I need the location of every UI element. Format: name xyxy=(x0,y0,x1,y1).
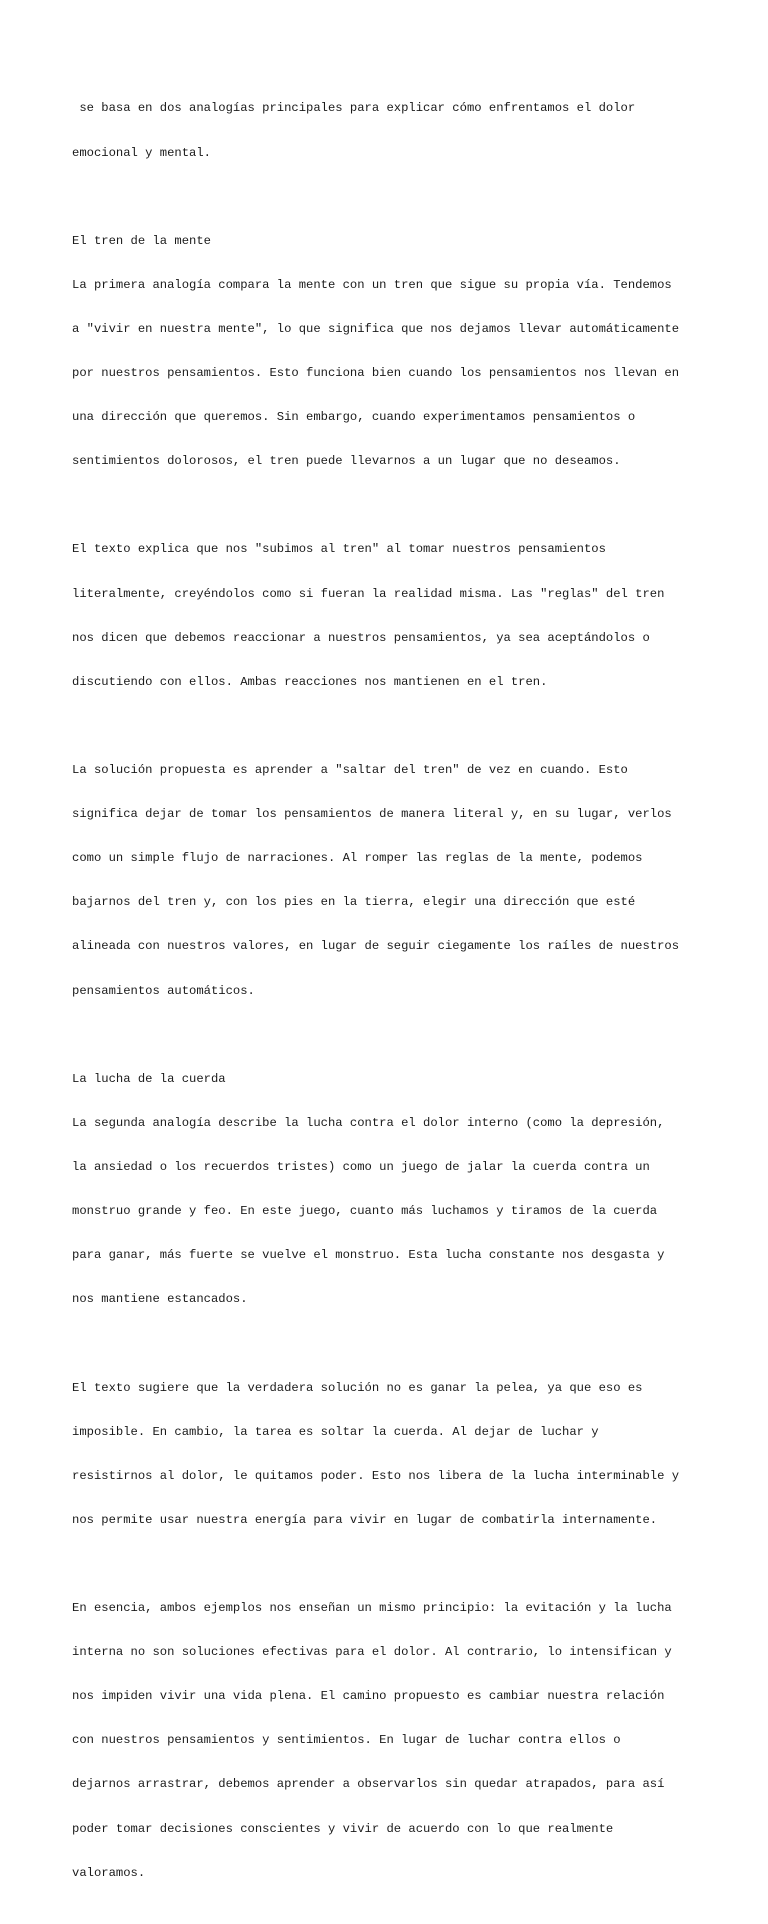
text-line: bajarnos del tren y, con los pies en la tierra, elegir una dirección que esté xyxy=(72,895,636,910)
text-line: para ganar, más fuerte se vuelve el monstruo. Esta lucha constante nos desgasta y xyxy=(72,1248,665,1263)
document-body xyxy=(72,72,712,1924)
text-line: En esencia, ambos ejemplos nos enseñan un mismo principio: la evitación y la lucha xyxy=(72,1601,672,1616)
text-line: como un simple flujo de narraciones. Al romper las reglas de la mente, podemos xyxy=(72,851,643,866)
text-line: emocional y mental. xyxy=(72,145,211,160)
text-line: El texto sugiere que la verdadera solución no es ganar la pelea, ya que eso es xyxy=(72,1380,643,1395)
text-line: La primera analogía compara la mente con un tren que sigue su propia vía. Tendemos xyxy=(72,277,672,292)
text-line: imposible. En cambio, la tarea es soltar la cuerda. Al dejar de luchar y xyxy=(72,1424,599,1439)
text-line: nos impiden vivir una vida plena. El camino propuesto es cambiar nuestra relación xyxy=(72,1689,665,1704)
text-line: poder tomar decisiones conscientes y vivir de acuerdo con lo que realmente xyxy=(72,1821,614,1836)
text-line: a "vivir en nuestra mente", lo que significa que nos dejamos llevar automáticamente xyxy=(72,321,680,336)
text-line: dejarnos arrastrar, debemos aprender a observarlos sin quedar atrapados, para así xyxy=(72,1777,665,1792)
text-line: El texto explica que nos "subimos al tren" al tomar nuestros pensamientos xyxy=(72,542,606,557)
conclusion-paragraph xyxy=(72,1572,712,1910)
tren-paragraph-3 xyxy=(72,734,712,1028)
text-line: significa dejar de tomar los pensamientos de manera literal y, en su lugar, verlos xyxy=(72,807,672,822)
text-line: discutiendo con ellos. Ambas reacciones nos mantienen en el tren. xyxy=(72,674,548,689)
text-line: monstruo grande y feo. En este juego, cuanto más luchamos y tiramos de la cuerda xyxy=(72,1204,658,1219)
text-line: pensamientos automáticos. xyxy=(72,983,255,998)
text-line: una dirección que queremos. Sin embargo, cuando experimentamos pensamientos o xyxy=(72,410,636,425)
text-line: sentimientos dolorosos, el tren puede llevarnos a un lugar que no deseamos. xyxy=(72,454,621,469)
text-line: La solución propuesta es aprender a "saltar del tren" de vez en cuando. Esto xyxy=(72,763,628,777)
text-line: La segunda analogía describe la lucha contra el dolor interno (como la depresión, xyxy=(72,1115,665,1130)
cuerda-paragraph-2 xyxy=(72,1351,712,1557)
section-title: La lucha de la cuerda xyxy=(72,1071,226,1086)
text-line: interna no son soluciones efectivas para el dolor. Al contrario, lo intensifican y xyxy=(72,1645,672,1660)
intro-paragraph xyxy=(72,72,712,190)
text-line: por nuestros pensamientos. Esto funciona bien cuando los pensamientos nos llevan en xyxy=(72,366,680,381)
text-line: nos dicen que debemos reaccionar a nuestros pensamientos, ya sea aceptándolos o xyxy=(72,630,650,645)
text-line: resistirnos al dolor, le quitamos poder. Esto nos libera de la lucha interminable y xyxy=(72,1468,680,1483)
text-line: literalmente, creyéndolos como si fueran la realidad misma. Las "reglas" del tren xyxy=(72,586,665,601)
section-title: El tren de la mente xyxy=(72,233,211,248)
text-line: valoramos. xyxy=(72,1865,146,1880)
text-line: alineada con nuestros valores, en lugar de seguir ciegamente los raíles de nuestros xyxy=(72,939,680,954)
text-line: con nuestros pensamientos y sentimientos. En lugar de luchar contra ellos o xyxy=(72,1733,621,1748)
section-cuerda xyxy=(72,1042,712,1336)
text-line: nos permite usar nuestra energía para vivir en lugar de combatirla internamente. xyxy=(72,1512,658,1527)
text-line: se basa en dos analogías principales para explicar cómo enfrentamos el dolor xyxy=(72,101,636,116)
text-line: nos mantiene estancados. xyxy=(72,1292,248,1307)
section-tren xyxy=(72,204,712,498)
text-line: la ansiedad o los recuerdos tristes) como un juego de jalar la cuerda contra un xyxy=(72,1159,650,1174)
tren-paragraph-2 xyxy=(72,513,712,719)
